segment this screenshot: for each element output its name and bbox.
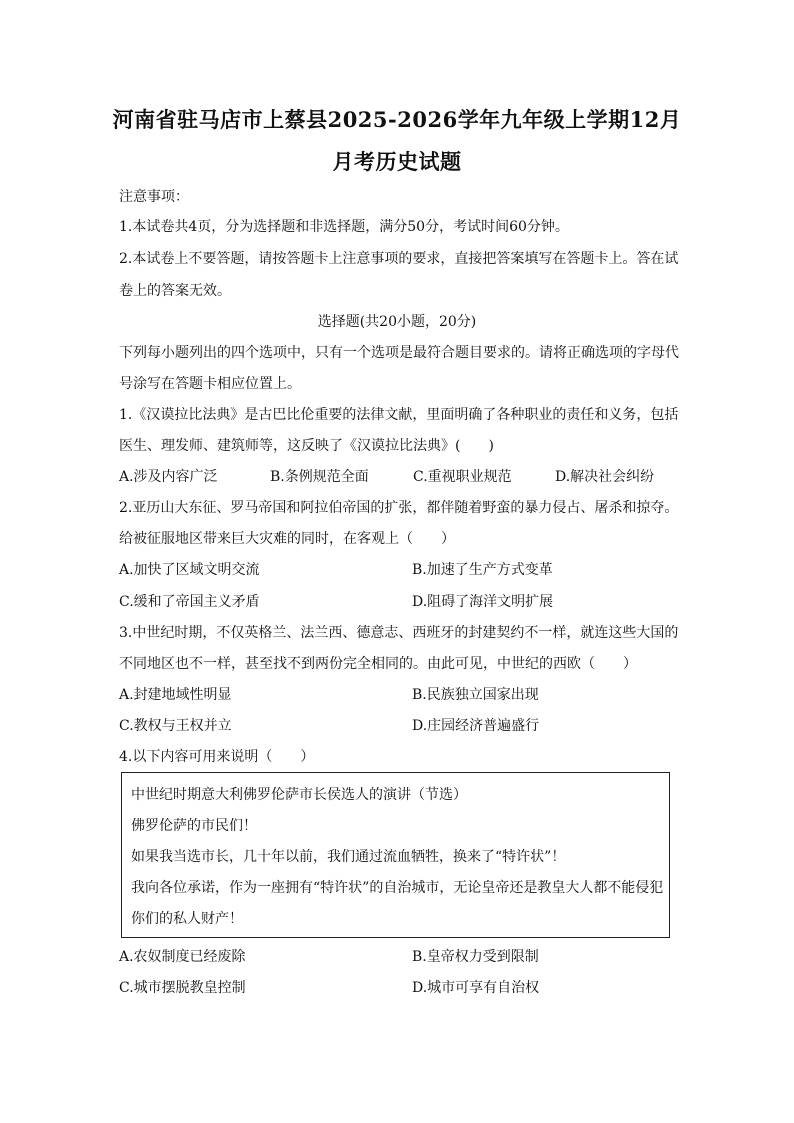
notice-item-2-line2: 卷上的答案无效。: [119, 283, 231, 299]
notice-heading: 注意事项：: [119, 189, 189, 205]
exam-title-line1: 河南省驻马店市上蔡县2025-2026学年九年级上学期12月: [112, 107, 682, 132]
question-1-option-d: D.解决社会纠纷: [555, 469, 655, 485]
section-instruction-line1: 下列每小题列出的四个选项中，只有一个选项是最符合题目要求的。请将正确选项的字母代: [119, 345, 679, 361]
question-4-option-a: A.农奴制度已经废除: [119, 949, 246, 965]
question-1-option-a: A.涉及内容广泛: [119, 469, 218, 485]
question-1-option-c: C.重视职业规范: [413, 469, 512, 485]
question-2-option-b: B.加速了生产方式变革: [412, 562, 553, 578]
exam-title-line2: 月考历史试题: [332, 149, 462, 174]
question-1-option-b: B.条例规范全面: [270, 469, 369, 485]
question-2-option-d: D.阻碍了海洋文明扩展: [412, 594, 554, 610]
question-4-option-b: B.皇帝权力受到限制: [412, 949, 539, 965]
question-3-option-c: C.教权与王权并立: [119, 718, 232, 734]
material-line-3: 如果我当选市长，几十年以前，我们通过流血牺牲，换来了“特许状”！: [131, 849, 566, 865]
material-line-2: 佛罗伦萨的市民们！: [131, 818, 257, 834]
question-4-stem: 4.以下内容可用来说明（ ）: [119, 749, 315, 765]
question-1-stem-line2: 医生、理发师、建筑师等，这反映了《汉谟拉比法典》( ): [119, 438, 494, 454]
question-2-stem-line1: 2.亚历山大东征、罗马帝国和阿拉伯帝国的扩张，都伴随着野蛮的暴力侵占、屠杀和掠夺。: [119, 500, 679, 516]
question-3-stem-line2: 不同地区也不一样，甚至找不到两份完全相同的。由此可见，中世纪的西欧（ ）: [119, 656, 637, 672]
material-line-4: 我向各位承诺，作为一座拥有“特许状”的自治城市，无论皇帝还是教皇大人都不能侵犯: [131, 880, 664, 896]
question-3-option-d: D.庄园经济普遍盛行: [412, 718, 540, 734]
notice-item-2-line1: 2.本试卷上不要答题，请按答题卡上注意事项的要求，直接把答案填写在答题卡上。答在试: [119, 251, 679, 267]
material-line-5: 你们的私人财产！: [131, 911, 243, 927]
question-2-option-a: A.加快了区域文明交流: [119, 562, 260, 578]
notice-item-1: 1.本试卷共4页，分为选择题和非选择题，满分50分，考试时间60分钟。: [119, 219, 569, 235]
question-3-stem-line1: 3.中世纪时期，不仅英格兰、法兰西、德意志、西班牙的封建契约不一样，就连这些大国的: [119, 625, 679, 641]
section-instruction-line2: 号涂写在答题卡相应位置上。: [119, 376, 301, 392]
question-3-option-b: B.民族独立国家出现: [412, 687, 539, 703]
question-2-option-c: C.缓和了帝国主义矛盾: [119, 594, 260, 610]
question-1-stem-line1: 1.《汉谟拉比法典》是古巴比伦重要的法律文献，里面明确了各种职业的责任和义务，包括: [119, 407, 679, 423]
question-4-option-c: C.城市摆脱教皇控制: [119, 980, 246, 996]
question-2-stem-line2: 给被征服地区带来巨大灾难的同时，在客观上（ ）: [119, 531, 455, 547]
section-title: 选择题(共20小题，20分): [317, 314, 477, 330]
material-line-1: 中世纪时期意大利佛罗伦萨市长侯选人的演讲（节选）: [131, 787, 467, 803]
question-4-option-d: D.城市可享有自治权: [412, 980, 540, 996]
question-3-option-a: A.封建地域性明显: [119, 687, 232, 703]
